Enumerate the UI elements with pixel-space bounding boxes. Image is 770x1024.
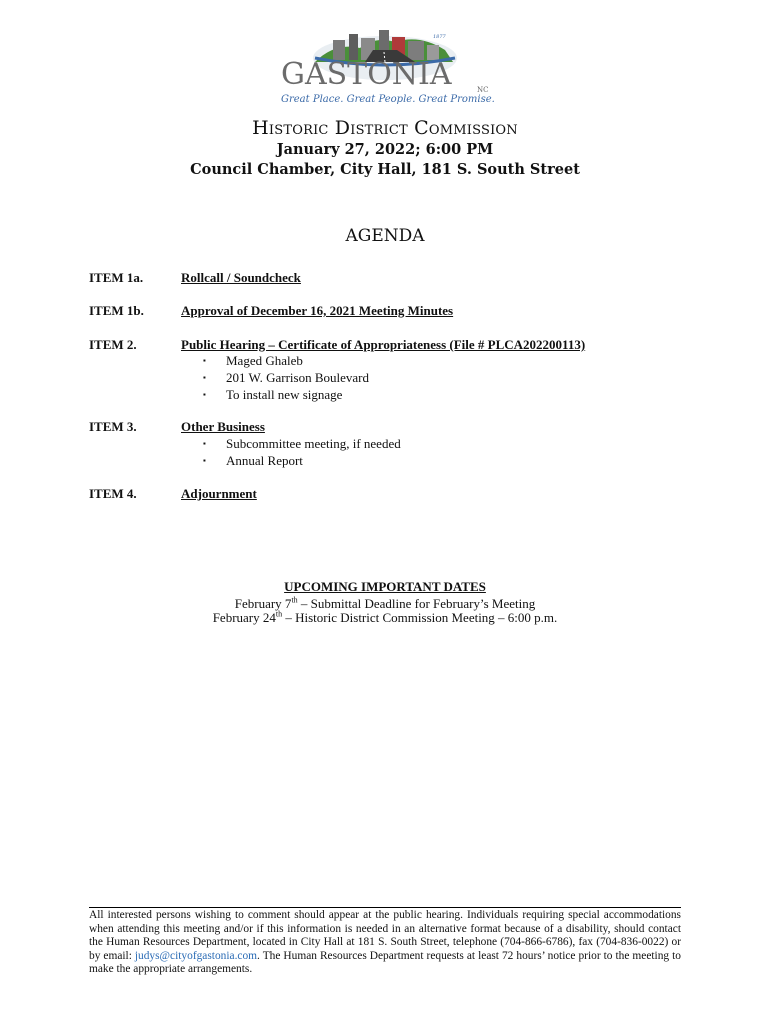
item-title: Public Hearing – Certificate of Appropriateness (File # PLCA202200113) bbox=[181, 337, 586, 352]
item-number: ITEM 3. bbox=[89, 419, 137, 434]
agenda-heading: AGENDA bbox=[345, 226, 425, 246]
upcoming-date-line bbox=[0, 610, 770, 626]
item-title: Rollcall / Soundcheck bbox=[181, 270, 301, 285]
item-title: Other Business bbox=[181, 419, 265, 434]
contact-email-link[interactable]: judys@cityofgastonia.com bbox=[134, 949, 258, 962]
bullet-icon: ▪ bbox=[203, 390, 206, 399]
page-title: Historic District Commission bbox=[252, 117, 518, 139]
item-number: ITEM 2. bbox=[89, 337, 137, 352]
item-title: Adjournment bbox=[181, 486, 257, 501]
accessibility-notice bbox=[89, 907, 681, 977]
city-logo bbox=[275, 28, 495, 108]
bullet-icon: ▪ bbox=[203, 456, 206, 465]
meeting-location: Council Chamber, City Hall, 181 S. South Street bbox=[190, 161, 580, 178]
meeting-date: January 27, 2022; 6:00 PM bbox=[276, 141, 494, 158]
bullet-icon: ▪ bbox=[203, 373, 206, 382]
bullet-icon: ▪ bbox=[203, 356, 206, 365]
bullet-item: Maged Ghaleb bbox=[226, 353, 303, 368]
item-number: ITEM 1a. bbox=[89, 270, 144, 285]
logo-tagline: Great Place. Great People. Great Promise. bbox=[281, 94, 495, 105]
ordinal-suffix: th bbox=[275, 609, 283, 619]
svg-text:1877: 1877 bbox=[433, 34, 446, 40]
item-number: ITEM 4. bbox=[89, 486, 137, 501]
date-text: February 24 bbox=[212, 610, 276, 625]
logo-wordmark: GASTONIA bbox=[281, 57, 452, 92]
notice-text: All interested persons wishing to comment should appear at the public hearing. Individuals requiring special accommodations when attending this meeting and/or if this information is needed in an alternative format because of a disability, should contact the Human Resources Department, located in City Hall at 181 S. South Street, telephone (704-866-6786), fax (704-836-0022) or by email: bbox=[89, 909, 681, 962]
date-description: – Historic District Commission Meeting – 6:00 p.m. bbox=[282, 610, 558, 625]
date-text: February 7 bbox=[234, 596, 292, 611]
logo-state: NC bbox=[477, 86, 489, 94]
bullet-icon: ▪ bbox=[203, 439, 206, 448]
bullet-item: 201 W. Garrison Boulevard bbox=[226, 370, 369, 385]
ordinal-suffix: th bbox=[291, 595, 298, 605]
bullet-item: To install new signage bbox=[226, 387, 343, 402]
bullet-item: Annual Report bbox=[226, 453, 303, 468]
notice-text-end: . The Human Resources Department requests at least 72 hours’ notice prior to the meeting to make the appropriate arrangements. bbox=[89, 949, 681, 976]
item-number: ITEM 1b. bbox=[89, 303, 144, 318]
item-title: Approval of December 16, 2021 Meeting Minutes bbox=[181, 303, 454, 318]
date-description: – Submittal Deadline for February’s Meeting bbox=[297, 596, 536, 611]
upcoming-dates-heading: UPCOMING IMPORTANT DATES bbox=[284, 579, 486, 594]
bullet-item: Subcommittee meeting, if needed bbox=[226, 436, 401, 451]
